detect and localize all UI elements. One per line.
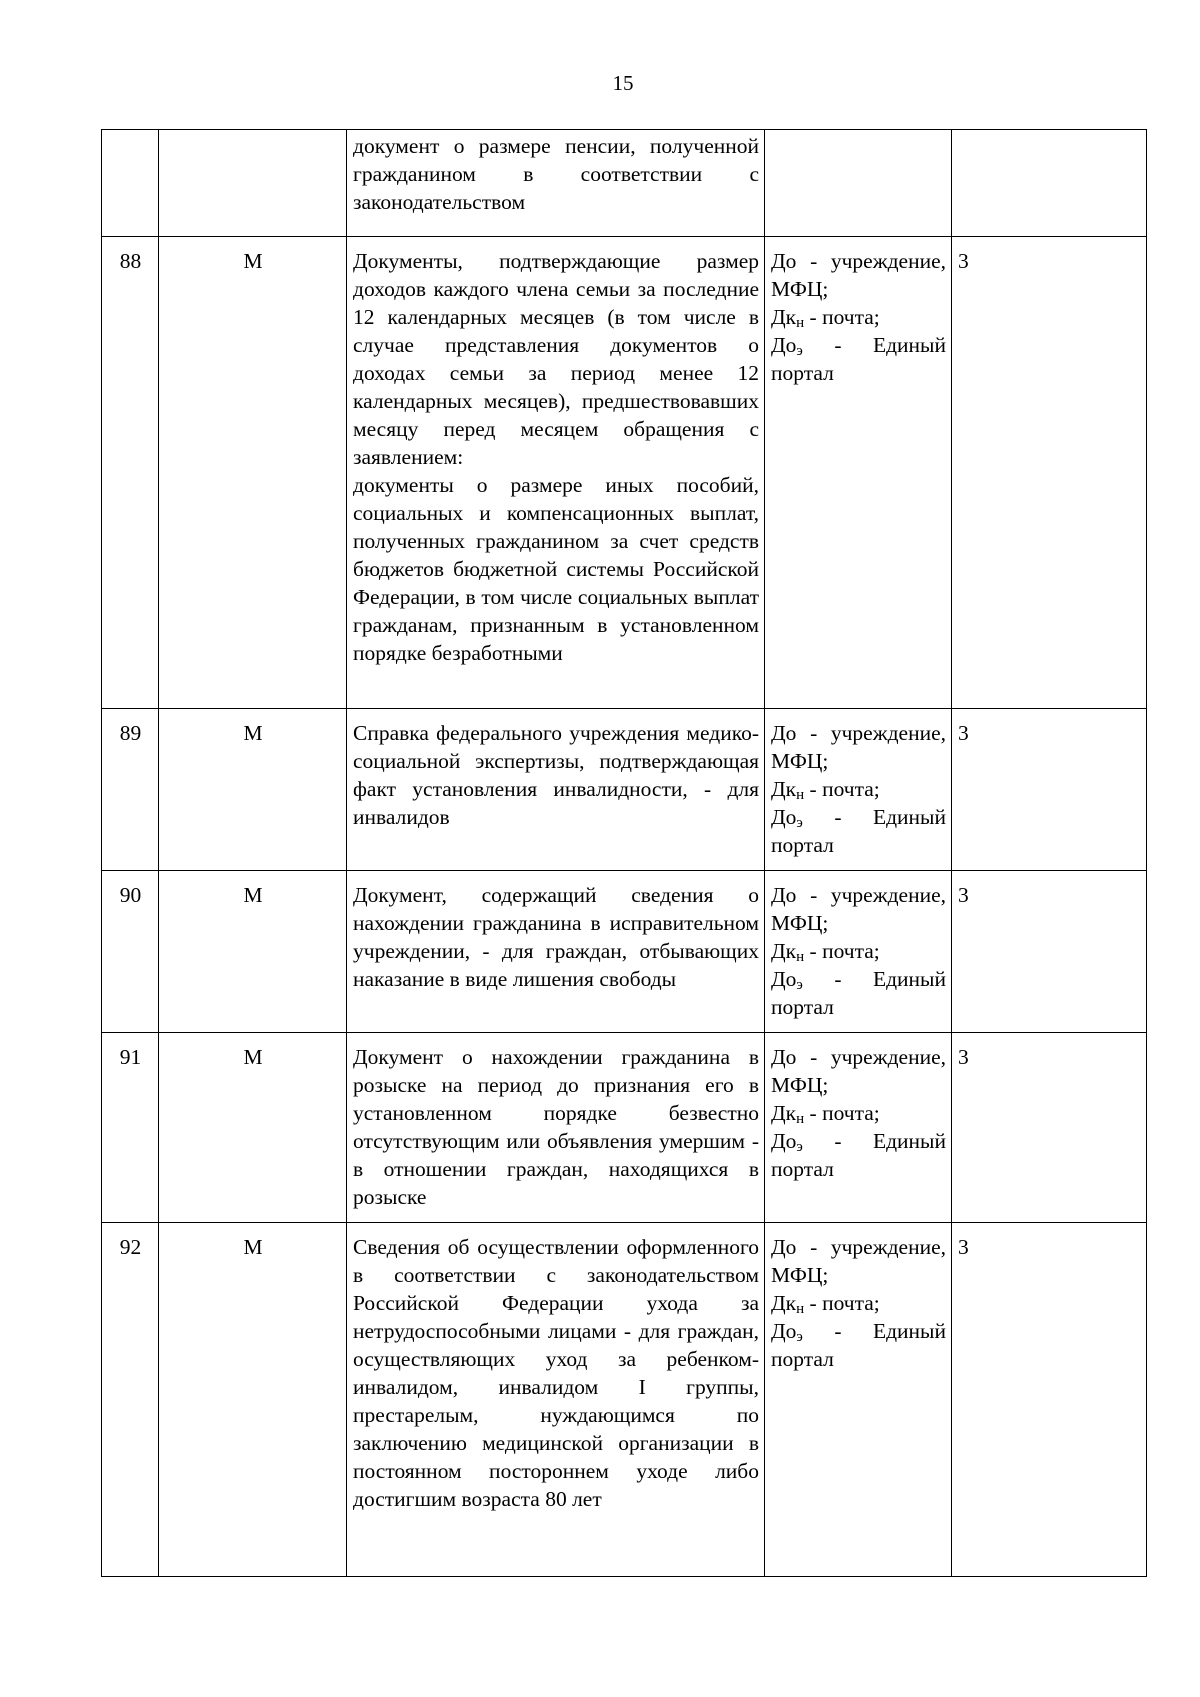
row-delivery-methods	[765, 237, 952, 709]
row-code	[159, 130, 347, 237]
row-delivery-methods	[765, 1033, 952, 1223]
description-paragraph: документ о размере пенсии, полученной гражданином в соответствии с законодательством	[353, 134, 759, 214]
row-delivery-methods	[765, 130, 952, 237]
delivery-method-mail: $Дк_н$ - почта;	[771, 939, 880, 965]
delivery-method-mail: $Дк_н$ - почта;	[771, 1101, 880, 1127]
row-number: 88	[102, 237, 159, 709]
table-row	[102, 871, 1147, 1033]
row-number: 92	[102, 1223, 159, 1577]
row-description	[347, 1033, 765, 1223]
table-row	[102, 1223, 1147, 1577]
row-code: М	[159, 709, 347, 871]
documents-table	[101, 129, 1147, 1577]
row-delivery-methods	[765, 871, 952, 1033]
row-term: 3	[952, 871, 1147, 1033]
row-description	[347, 237, 765, 709]
delivery-method-portal: $До_э$ - Единый портал	[771, 967, 946, 1019]
row-number	[102, 130, 159, 237]
delivery-method-office: До - учреждение, МФЦ;	[771, 1045, 946, 1097]
table-row	[102, 237, 1147, 709]
table-row	[102, 1033, 1147, 1223]
row-term	[952, 130, 1147, 237]
delivery-method-portal: $До_э$ - Единый портал	[771, 1319, 946, 1371]
row-term: 3	[952, 237, 1147, 709]
description-paragraph: Документ о нахождении гражданина в розыске на период до признания его в установленном порядке безвестно отсутствующим или объявления умершим - в отношении граждан, находящихся в розыске	[353, 1045, 759, 1209]
delivery-method-portal: $До_э$ - Единый портал	[771, 1129, 946, 1181]
row-number: 89	[102, 709, 159, 871]
description-paragraph: Документы, подтверждающие размер доходов каждого члена семьи за последние 12 календарных месяцев (в том числе в случае представления документов о доходах семьи за период менее 12 календарных месяцев), предшествовавших месяцу перед месяцем обращения с заявлением:	[353, 249, 759, 469]
delivery-method-portal: $До_э$ - Единый портал	[771, 333, 946, 385]
delivery-method-office: До - учреждение, МФЦ;	[771, 249, 946, 301]
row-number: 90	[102, 871, 159, 1033]
description-paragraph: Справка федерального учреждения медико-социальной экспертизы, подтверждающая факт установления инвалидности, - для инвалидов	[353, 721, 759, 829]
row-code: М	[159, 237, 347, 709]
description-paragraph: Документ, содержащий сведения о нахождении гражданина в исправительном учреждении, - для граждан, отбывающих наказание в виде лишения свободы	[353, 883, 759, 991]
description-paragraph: документы о размере иных пособий, социальных и компенсационных выплат, полученных гражданином за счет средств бюджетов бюджетной системы Российской Федерации, в том числе социальных выплат гражданам, признанным в установленном порядке безработными	[353, 473, 759, 665]
delivery-method-mail: $Дк_н$ - почта;	[771, 305, 880, 331]
row-code: М	[159, 1033, 347, 1223]
row-term: 3	[952, 1223, 1147, 1577]
table-row	[102, 709, 1147, 871]
row-code: М	[159, 1223, 347, 1577]
row-delivery-methods	[765, 1223, 952, 1577]
row-term: 3	[952, 709, 1147, 871]
delivery-method-office: До - учреждение, МФЦ;	[771, 1235, 946, 1287]
page-number: 15	[612, 71, 634, 95]
row-description	[347, 871, 765, 1033]
delivery-method-office: До - учреждение, МФЦ;	[771, 883, 946, 935]
row-number: 91	[102, 1033, 159, 1223]
delivery-method-portal: $До_э$ - Единый портал	[771, 805, 946, 857]
row-term: 3	[952, 1033, 1147, 1223]
table-row	[102, 130, 1147, 237]
row-description	[347, 709, 765, 871]
row-description	[347, 1223, 765, 1577]
description-paragraph: Сведения об осуществлении оформленного в соответствии с законодательством Российской Федерации ухода за нетрудоспособными лицами - для граждан, осуществляющих уход за ребенком-инвалидом, инвалидом I группы, престарелым, нуждающимся по заключению медицинской организации в постоянном постороннем уходе либо достигшим возраста 80 лет	[353, 1235, 759, 1511]
row-delivery-methods	[765, 709, 952, 871]
delivery-method-mail: $Дк_н$ - почта;	[771, 1291, 880, 1317]
delivery-method-office: До - учреждение, МФЦ;	[771, 721, 946, 773]
delivery-method-mail: $Дк_н$ - почта;	[771, 777, 880, 803]
row-code: М	[159, 871, 347, 1033]
row-description	[347, 130, 765, 237]
